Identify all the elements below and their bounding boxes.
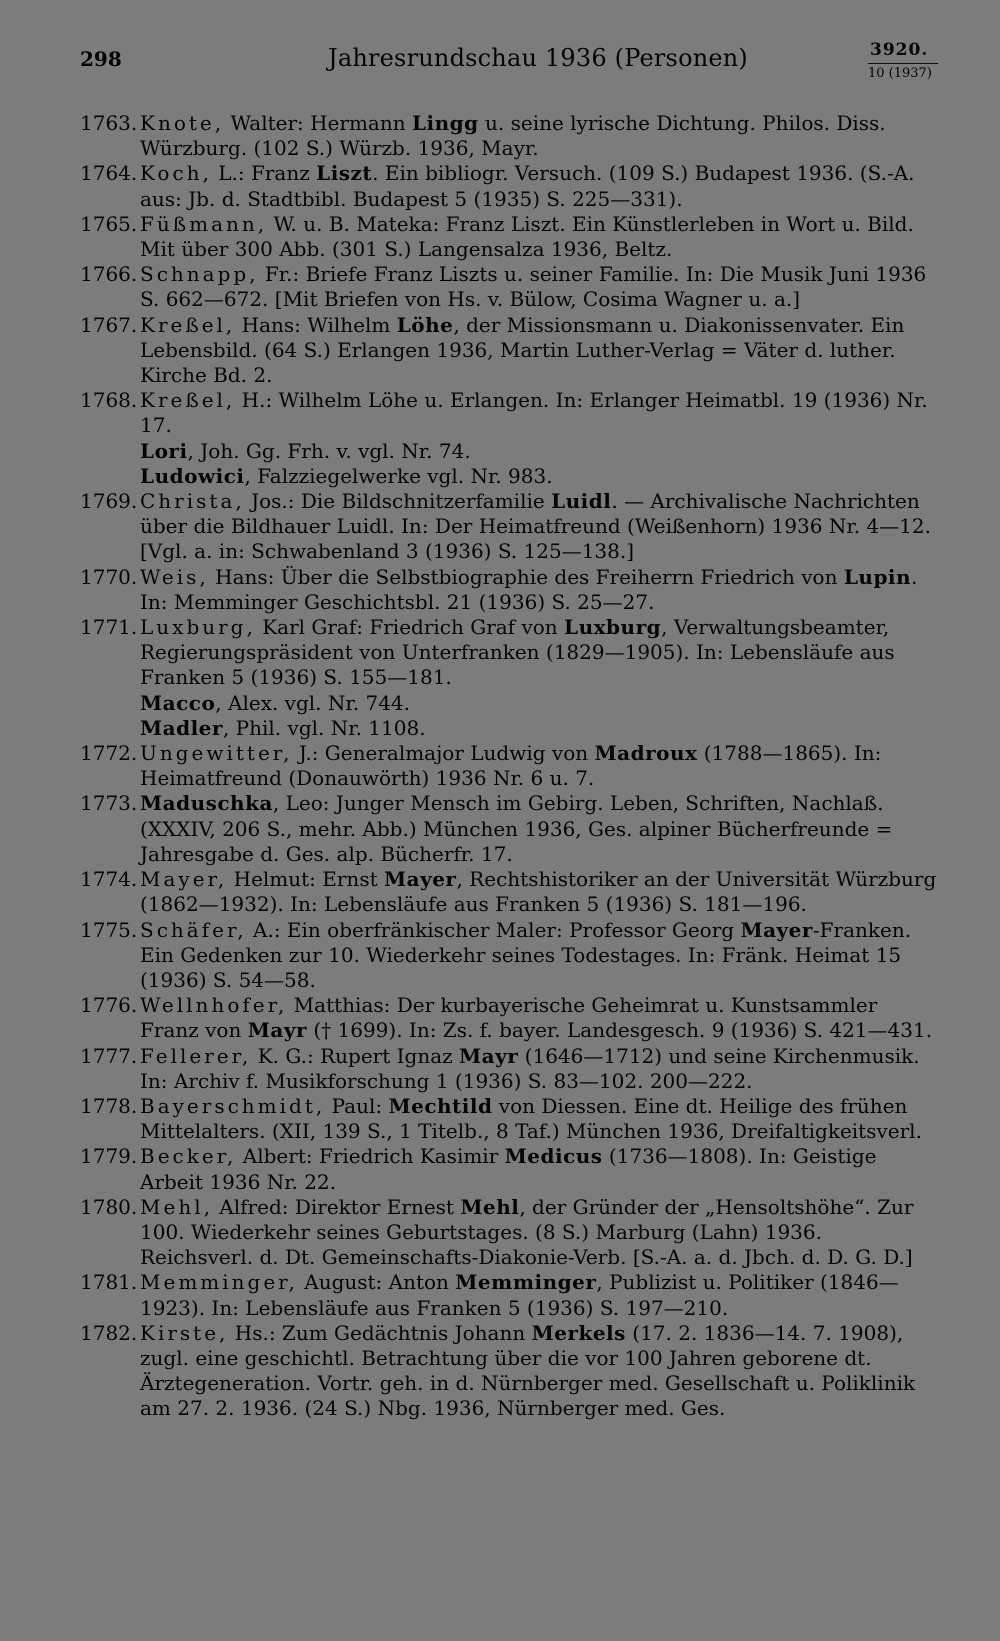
entry-text <box>140 313 940 389</box>
entry-number: 1769. <box>80 489 138 514</box>
entry-body: Hs.: Zum Gedächtnis Johann <box>228 1320 532 1345</box>
entry-tail: . In: Memminger Geschichtsbl. 21 (1936) S. 25—27. <box>140 564 918 614</box>
entry-text <box>140 1094 940 1144</box>
bibliography-entry <box>80 1195 940 1271</box>
entry-text <box>140 918 940 994</box>
entry-text <box>140 1044 940 1094</box>
entry-subject: Mayr <box>459 1043 519 1068</box>
entry-body: Hans: Über die Selbstbiographie des Freiherrn Friedrich von <box>208 564 844 589</box>
entry-tail: -Franken. Ein Gedenken zur 10. Wiederkehr seines Todestages. In: Fränk. Heimat 15 (1936) S. 54—58. <box>140 917 912 992</box>
entry-body: Albert: Friedrich Kasimir <box>236 1144 505 1169</box>
entry-tail: , Verwaltungsbeamter, Regierungspräsident von Unterfranken (1829—1905). In: Lebensläufe aus Franken 5 (1936) S. 155—181. <box>140 615 895 690</box>
entry-author: Füßmann, <box>140 211 268 236</box>
entry-author: Memminger, <box>140 1270 298 1295</box>
entry-author: Kirste, <box>140 1320 229 1345</box>
entry-text <box>140 212 940 262</box>
cross-reference-subject: Macco <box>140 690 216 715</box>
entry-subject: Maduschka <box>140 791 273 816</box>
bibliography-entry <box>80 1270 940 1320</box>
entry-number: 1772. <box>80 741 138 766</box>
cross-reference-text: , Joh. Gg. Frh. v. vgl. Nr. 74. <box>187 438 471 463</box>
cross-reference <box>140 439 940 464</box>
entry-text <box>140 489 940 565</box>
entry-body: Jos.: Die Bildschnitzerfamilie <box>244 489 552 514</box>
entry-author: Kreßel, <box>140 312 236 337</box>
entry-tail: , Rechtshistoriker an der Universität Würzburg (1862—1932). In: Lebensläufe aus Franken 5 (1936) S. 181—196. <box>140 867 937 917</box>
entry-author: Schnapp, <box>140 262 259 287</box>
entry-text <box>140 565 940 615</box>
entry-author: Knote, <box>140 111 225 135</box>
entry-subject: Mechtild <box>388 1093 493 1118</box>
entry-number: 1776. <box>80 993 138 1018</box>
entry-tail: , der Gründer der „Hensoltshöhe“. Zur 100. Wiederkehr seines Geburtstages. (8 S.) Marburg (Lahn) 1936. Reichsverl. d. Dt. Gemeinschafts-Diakonie-Verb. [S.-A. a. d. Jbch. d. D. G. D.] <box>140 1194 914 1270</box>
entry-text <box>140 262 940 312</box>
entry-author: Christa, <box>140 489 245 514</box>
entry-body: W. u. B. Mateka: Franz Liszt. Ein Künstlerleben in Wort u. Bild. Mit über 300 Abb. (301 S.) Langensalza 1936, Beltz. <box>140 211 914 262</box>
entry-number: 1763. <box>80 111 138 135</box>
entry-body: Hans: Wilhelm <box>235 312 397 337</box>
entry-tail: (17. 2. 1836—14. 7. 1908), zugl. eine geschichtl. Betrachtung über die vor 100 Jahren geborene dt. Ärztegeneration. Vortr. geh. in d. Nürnberger med. Gesellschaft u. Poliklinik am 27. 2. 1936. (24 S.) Nbg. 1936, Nürnberger med. Ges. <box>140 1320 916 1421</box>
volume-year: 10 (1937) <box>868 66 932 81</box>
bibliography-entry <box>80 111 940 161</box>
entry-number: 1774. <box>80 867 138 892</box>
bibliography-entry <box>80 262 940 312</box>
entry-subject: Luidl <box>551 489 612 514</box>
entry-subject: Memminger <box>455 1270 597 1295</box>
bibliography-list <box>80 111 940 1422</box>
entry-number: 1775. <box>80 917 138 942</box>
bibliography-entry <box>80 1321 940 1422</box>
entry-tail: , der Missionsmann u. Diakonissenvater. Ein Lebensbild. (64 S.) Erlangen 1936, Martin Luther-Verlag = Väter d. luther. Kirche Bd. 2. <box>140 312 905 388</box>
entry-tail: von Diessen. Eine dt. Heilige des frühen Mittelalters. (XII, 139 S., 1 Titelb., 8 Taf.) München 1936, Dreifaltigkeitsverl. <box>140 1093 922 1144</box>
entry-subject: Mayer <box>740 917 813 942</box>
entry-author: Kreßel, <box>140 388 236 413</box>
entry-text <box>140 993 940 1043</box>
entry-tail: (1646—1712) und seine Kirchenmusik. In: Archiv f. Musikforschung 1 (1936) S. 83—102. 200—222. <box>140 1043 920 1093</box>
bibliography-entry <box>80 1094 940 1144</box>
entry-text <box>140 161 940 211</box>
entry-number: 1766. <box>80 262 138 287</box>
volume-number: 3920. <box>870 40 929 60</box>
entry-number: 1770. <box>80 564 138 589</box>
bibliography-entry <box>80 867 940 917</box>
entry-tail: , Leo: Junger Mensch im Gebirg. Leben, Schriften, Nachlaß. (XXXIV, 206 S., mehr. Abb.) München 1936, Ges. alpiner Bücherfreunde = Jahresgabe d. Ges. alp. Bücherfr. 17. <box>140 791 893 866</box>
entry-author: Wellnhofer, <box>140 993 288 1018</box>
bibliography-entry <box>80 1144 940 1194</box>
entry-number: 1777. <box>80 1043 138 1068</box>
entry-tail: , Publizist u. Politiker (1846—1923). In: Lebensläufe aus Franken 5 (1936) S. 197—210. <box>140 1270 899 1320</box>
entry-author: Fellerer, <box>140 1043 252 1068</box>
cross-reference-text: , Falzziegelwerke vgl. Nr. 983. <box>244 463 553 488</box>
bibliography-entry <box>80 791 940 867</box>
entry-body: A.: Ein oberfränkischer Maler: Professor Georg <box>246 917 741 942</box>
entry-author: Schäfer, <box>140 917 247 942</box>
entry-tail: (1736—1808). In: Geistige Arbeit 1936 Nr. 22. <box>140 1144 877 1194</box>
bibliography-entry <box>80 161 940 211</box>
entry-number: 1780. <box>80 1194 138 1219</box>
entry-body: Alfred: Direktor Ernest <box>212 1194 461 1219</box>
entry-tail: u. seine lyrische Dichtung. Philos. Diss. Würzburg. (102 S.) Würzb. 1936, Mayr. <box>140 111 886 161</box>
entry-subject: Luxburg <box>564 615 662 640</box>
entry-number: 1767. <box>80 312 138 337</box>
entry-subject: Madroux <box>594 741 698 766</box>
entry-number: 1779. <box>80 1144 138 1169</box>
entry-number: 1768. <box>80 388 138 413</box>
entry-body: Walter: Hermann <box>224 111 412 135</box>
cross-reference <box>140 716 940 741</box>
entry-number: 1771. <box>80 615 138 640</box>
entry-text <box>140 1144 940 1194</box>
entry-author: Koch, <box>140 161 212 186</box>
cross-reference <box>140 691 940 716</box>
entry-subject: Liszt <box>316 161 373 186</box>
entry-author: Becker, <box>140 1144 237 1169</box>
entry-subject: Lupin <box>843 564 912 589</box>
entry-subject: Medicus <box>504 1144 603 1169</box>
entry-number: 1778. <box>80 1093 138 1118</box>
bibliography-entry <box>80 1044 940 1094</box>
running-title: Jahresrundschau 1936 (Personen) <box>328 44 749 72</box>
entry-author: Ungewitter, <box>140 741 293 766</box>
entry-subject: Merkels <box>531 1320 626 1345</box>
bibliography-entry <box>80 565 940 615</box>
entry-text <box>140 388 940 438</box>
cross-reference-subject: Madler <box>140 715 223 740</box>
entry-number: 1765. <box>80 211 138 236</box>
entry-text <box>140 1321 940 1422</box>
entry-body: Helmut: Ernst <box>227 867 384 892</box>
entry-body: Karl Graf: Friedrich Graf von <box>255 615 565 640</box>
cross-reference-text: , Alex. vgl. Nr. 744. <box>215 690 411 715</box>
entry-tail: . — Archivalische Nachrichten über die Bildhauer Luidl. In: Der Heimatfreund (Weißenhorn) 1936 Nr. 4—12. [Vgl. a. in: Schwabenland 3 (1936) S. 125—138.] <box>140 489 931 564</box>
entry-subject: Mayer <box>383 867 457 892</box>
entry-tail: . Ein bibliogr. Versuch. (109 S.) Budapest 1936. (S.-A. aus: Jb. d. Stadtbibl. Budapest 5 (1935) S. 225—331). <box>140 161 915 211</box>
cross-reference <box>140 464 940 489</box>
entry-text <box>140 1195 940 1271</box>
volume-divider <box>868 63 938 64</box>
entry-author: Luxburg, <box>140 615 256 640</box>
entry-body: August: Anton <box>297 1270 456 1295</box>
entry-author: Mayer, <box>140 867 228 892</box>
entry-body: Matthias: Der kurbayerische Geheimrat u. Kunstsammler Franz von <box>140 993 878 1043</box>
entry-number: 1764. <box>80 161 138 186</box>
entry-text <box>140 615 940 691</box>
entry-number: 1773. <box>80 791 138 816</box>
entry-text <box>140 111 940 161</box>
entry-text <box>140 741 940 791</box>
cross-reference-subject: Lori <box>140 438 188 463</box>
entry-subject: Löhe <box>396 312 454 337</box>
bibliography-entry <box>80 313 940 389</box>
entry-author: Mehl, <box>140 1194 213 1219</box>
entry-author: Bayerschmidt, <box>140 1093 326 1118</box>
entry-tail: (1788—1865). In: Heimatfreund (Donauwörth) 1936 Nr. 6 u. 7. <box>140 741 882 791</box>
page-number: 298 <box>80 47 122 71</box>
entry-number: 1781. <box>80 1270 138 1295</box>
entry-text <box>140 1270 940 1320</box>
entry-body: K. G.: Rupert Ignaz <box>251 1043 460 1068</box>
cross-reference-subject: Ludowici <box>140 463 245 488</box>
entry-text <box>140 867 940 917</box>
entry-body: Paul: <box>325 1093 389 1118</box>
bibliography-entry <box>80 993 940 1043</box>
entry-body: Fr.: Briefe Franz Liszts u. seiner Familie. In: Die Musik Juni 1936 S. 662—672. [Mit Briefen von Hs. v. Bülow, Cosima Wagner u. a.] <box>140 262 927 312</box>
entry-subject: Lingg <box>411 111 479 135</box>
running-header <box>0 0 1000 110</box>
bibliography-entry <box>80 489 940 565</box>
entry-body: L.: Franz <box>211 161 317 186</box>
bibliography-entry <box>80 615 940 691</box>
entry-body: H.: Wilhelm Löhe u. Erlangen. In: Erlanger Heimatbl. 19 (1936) Nr. 17. <box>140 388 928 438</box>
entry-tail: († 1699). In: Zs. f. bayer. Landesgesch. 9 (1936) S. 421—431. <box>306 1018 933 1043</box>
bibliography-entry <box>80 918 940 994</box>
entry-number: 1782. <box>80 1320 138 1345</box>
entry-subject: Mayr <box>247 1018 307 1043</box>
entry-subject: Mehl <box>460 1194 520 1219</box>
entry-body: J.: Generalmajor Ludwig von <box>292 741 595 766</box>
entry-author: Weis, <box>140 564 209 589</box>
bibliography-entry <box>80 741 940 791</box>
entry-text <box>140 791 940 867</box>
cross-reference-text: , Phil. vgl. Nr. 1108. <box>222 715 426 740</box>
bibliography-entry <box>80 212 940 262</box>
bibliography-entry <box>80 388 940 438</box>
